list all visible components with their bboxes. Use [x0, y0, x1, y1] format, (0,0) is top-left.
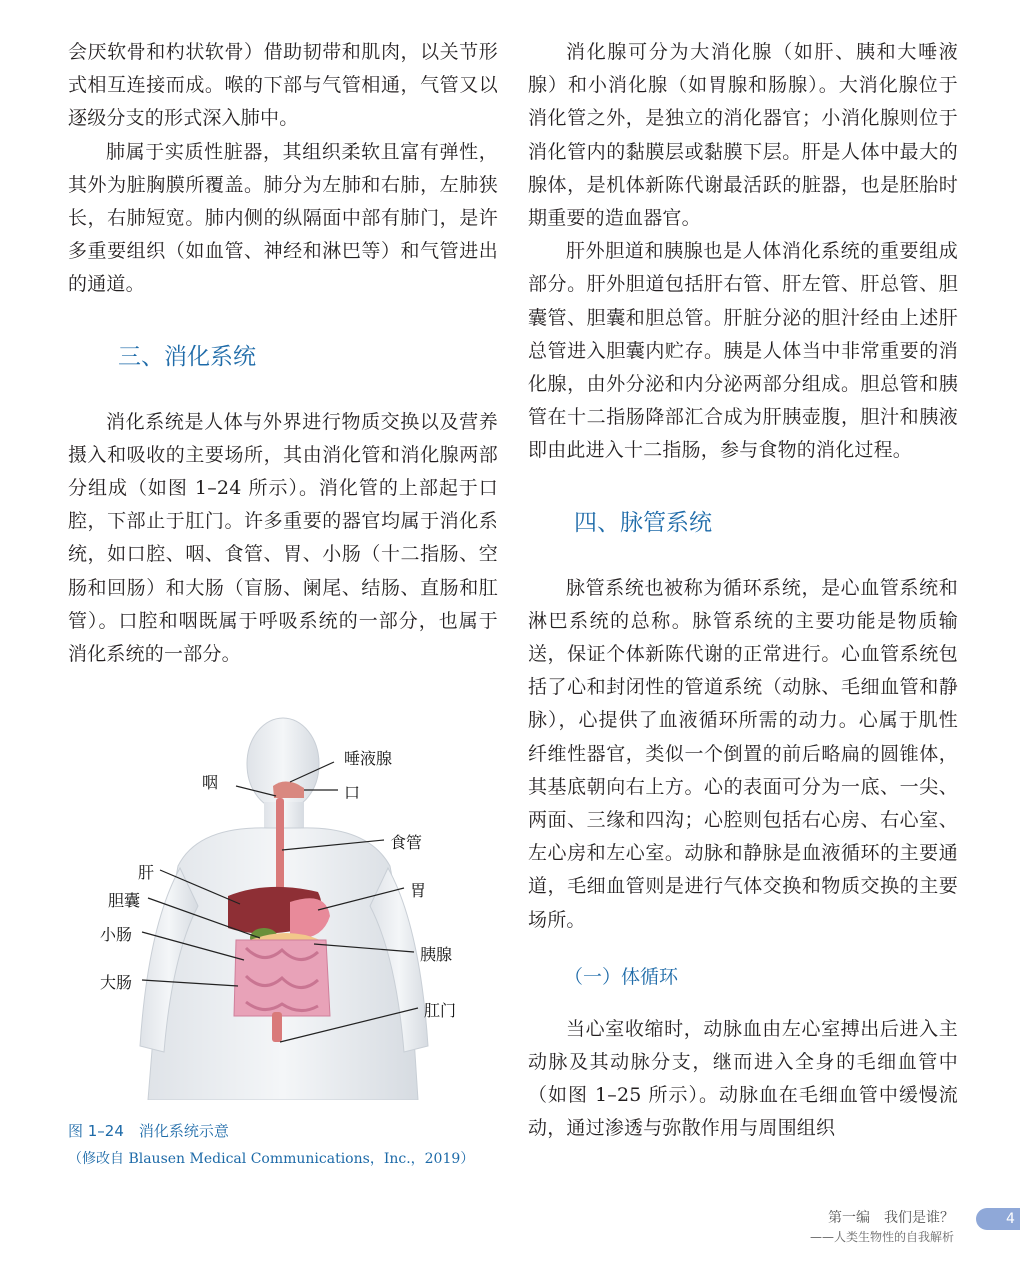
label-liver: 肝 [138, 863, 155, 882]
footer-part-title: 第一编 我们是谁？ [828, 1210, 954, 1226]
label-pharynx: 咽 [202, 773, 219, 792]
digestive-system-figure [68, 716, 498, 1100]
paragraph: 消化腺可分为大消化腺（如肝、胰和大唾液腺）和小消化腺（如胃腺和肠腺）。大消化腺位于消化管之外，是独立的消化器官；小消化腺则位于消化管内的黏膜层或黏膜下层。肝是人体中最大的腺体，是机体新陈代谢最活跃的脏器，也是胚胎时期重要的造血器官。 [528, 41, 958, 230]
subsection-heading: （一）体循环 [564, 965, 679, 988]
digestive-tract [228, 781, 330, 1042]
right-column [528, 36, 958, 1146]
page-footer [810, 1208, 954, 1246]
label-pancreas: 胰腺 [420, 945, 453, 964]
caption-title: 图 1–24 消化系统示意 [68, 1122, 229, 1140]
label-anus: 肛门 [424, 1001, 457, 1020]
label-stomach: 胃 [410, 881, 427, 900]
label-salivary-gland: 唾液腺 [344, 749, 393, 768]
page-number: 4 [976, 1208, 1020, 1230]
paragraph: 肝外胆道和胰腺也是人体消化系统的重要组成部分。肝外胆道包括肝右管、肝左管、肝总管、胆囊管、胆囊和胆总管。肝脏分泌的胆汁经由上述肝总管进入胆囊内贮存。胰是人体当中非常重要的消化腺，由外分泌和内分泌两部分组成。胆总管和胰管在十二指肠降部汇合成为肝胰壶腹，胆汁和胰液即由此进入十二指肠，参与食物的消化过程。 [528, 240, 958, 462]
paragraph: 当心室收缩时，动脉血由左心室搏出后进入主动脉及其动脉分支，继而进入全身的毛细血管中（如图 1–25 所示）。动脉血在毛细血管中缓慢流动，通过渗透与弥散作用与周围组织 [528, 1017, 958, 1140]
paragraph: 消化系统是人体与外界进行物质交换以及营养摄入和吸收的主要场所，其由消化管和消化腺两部分组成（如图 1–24 所示）。消化管的上部起于口腔，下部止于肛门。许多重要的器官均属于消化系统，如口腔、咽、食管、胃、小肠（十二指肠、空肠和回肠）和大肠（盲肠、阑尾、结肠、直肠和肛管）。口腔和咽既属于呼吸系统的一部分，也属于消化系统的一部分。 [68, 410, 498, 666]
label-esophagus: 食管 [390, 833, 423, 852]
paragraph: 脉管系统也被称为循环系统，是心血管系统和淋巴系统的总称。脉管系统的主要功能是物质输送，保证个体新陈代谢的正常进行。心血管系统包括了心和封闭性的管道系统（动脉、毛细血管和静脉），心提供了血液循环所需的动力。心属于肌性纤维性器官，类似一个倒置的前后略扁的圆锥体，其基底朝向右上方。心的表面可分为一底、一尖、两面、三缘和四沟；心腔则包括右心房、右心室、左心房和左心室。动脉和静脉是血液循环的主要通道，毛细血管则是进行气体交换和物质交换的主要场所。 [528, 576, 958, 931]
section-heading: 三、消化系统 [118, 343, 256, 370]
figure-caption [68, 1120, 508, 1170]
label-large-intestine: 大肠 [100, 973, 133, 992]
paragraph: 肺属于实质性脏器，其组织柔软且富有弹性，其外为脏胸膜所覆盖。肺分为左肺和右肺，左肺狭长，右肺短宽。肺内侧的纵隔面中部有肺门，是许多重要组织（如血管、神经和淋巴等）和气管进出的通道。 [68, 140, 498, 296]
label-mouth: 口 [344, 783, 361, 802]
paragraph: 会厌软骨和杓状软骨）借助韧带和肌肉，以关节形式相互连接而成。喉的下部与气管相通，气管又以逐级分支的形式深入肺中。 [68, 41, 498, 130]
section-heading: 四、脉管系统 [574, 509, 712, 536]
label-gallbladder: 胆囊 [108, 891, 141, 910]
footer-subtitle: ——人类生物性的自我解析 [809, 1230, 954, 1244]
label-small-intestine: 小肠 [100, 925, 133, 944]
caption-source: （修改自 Blausen Medical Communications，Inc.，2019） [68, 1151, 475, 1167]
left-column [68, 36, 498, 671]
